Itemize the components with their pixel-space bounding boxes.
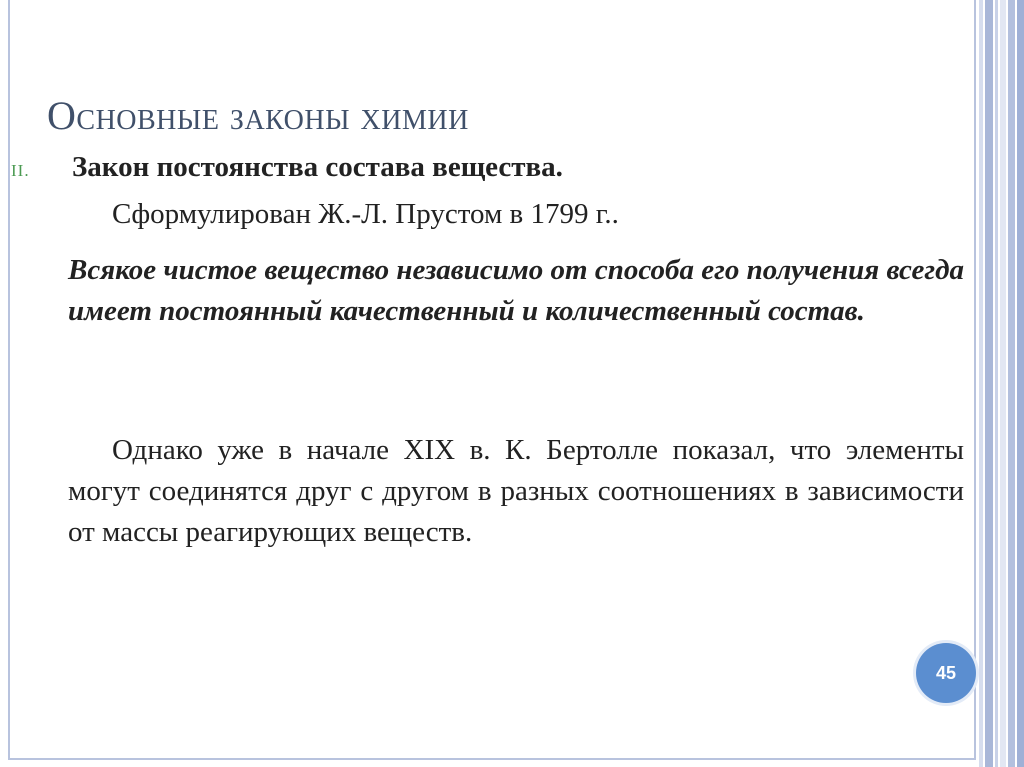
law-definition: Всякое чистое вещество независимо от способа его получения всегда имеет постоянный качественный и количественный состав. (68, 254, 964, 327)
law-title: Закон постоянства состава вещества. (72, 151, 563, 183)
bullet-number: II. (11, 161, 30, 180)
decor-stripe (1008, 0, 1015, 767)
decor-stripe (1017, 0, 1024, 767)
author-line: Сформулирован Ж.-Л. Прустом в 1799 г.. (112, 198, 619, 230)
decor-stripe (985, 0, 993, 767)
decor-stripe (995, 0, 998, 767)
page-number-badge: 45 (916, 643, 976, 703)
decor-stripe (1000, 0, 1006, 767)
decor-stripe (979, 0, 983, 767)
historical-note: Однако уже в начале XIX в. К. Бертолле показал, что элементы могут соединятся друг с другом в разных соотношениях в зависимости от массы реагирующих веществ. (68, 434, 964, 548)
slide-title: Основные законы химии (47, 93, 469, 138)
